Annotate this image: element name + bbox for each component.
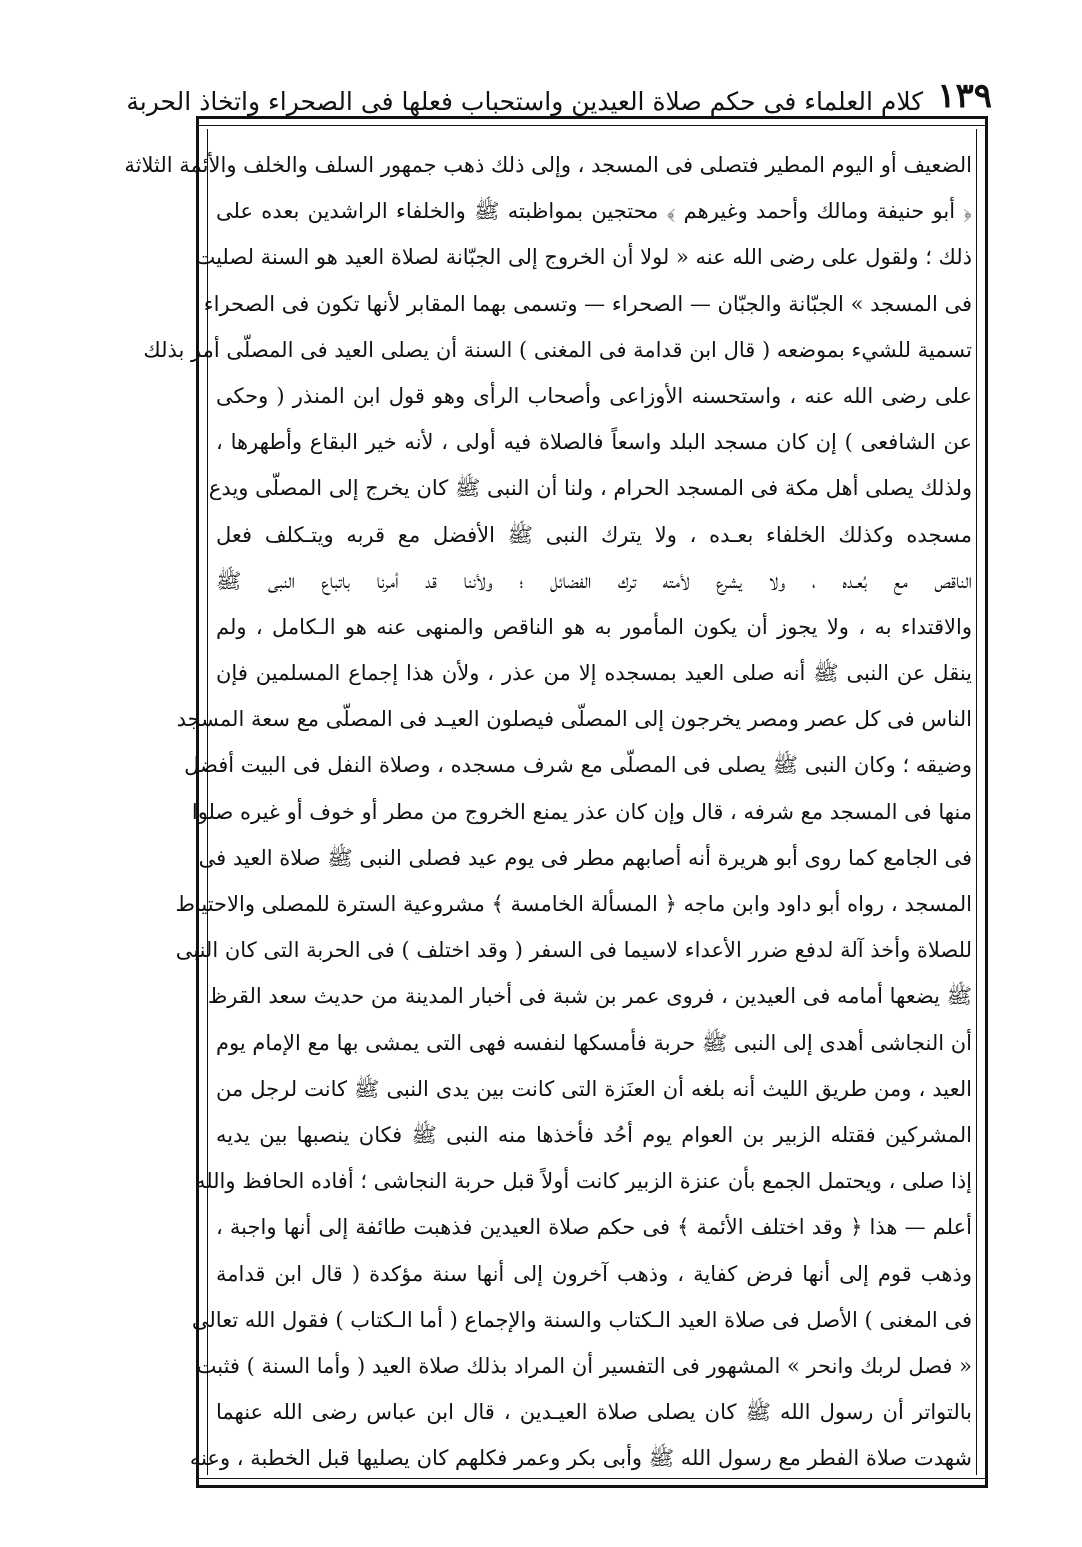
text-line: ولذلك يصلى أهل مكة فى المسجد الحرام ، ولنا أن النبى ﷺ كان يخرج إلى المصلّى ويدع — [208, 476, 972, 501]
text-line: وضيقه ؛ وكان النبى ﷺ يصلى فى المصلّى مع شرف مسجده ، وصلاة النفل فى البيت أفضل — [184, 753, 972, 778]
text-line: على رضى الله عنه ، واستحسنه الأوزاعى وأصحاب الرأى وهو قول ابن المنذر ( وحكى — [216, 383, 972, 408]
text-line: فى المسجد » الجبّانة والجبّان — الصحراء — وتسمى بهما المقابر لأنها تكون فى الصحراء — [203, 291, 972, 316]
text-line: الضعيف أو اليوم المطير فتصلى فى المسجد ، وإلى ذلك ذهب جمهور السلف والخلف والأئمة الثلاثة — [124, 153, 972, 177]
text-line: ﴿ أبو حنيفة ومالك وأحمد وغيرهم ﴾ محتجين بمواظبته ﷺ والخلفاء الراشدين بعده على — [216, 199, 972, 224]
page-header — [126, 60, 992, 116]
text-line: فى المغنى ) الأصل فى صلاة العيد الـكتاب والسنة والإجماع ( أما الـكتاب ) فقول الله تعالى — [191, 1307, 972, 1332]
text-line: والاقتداء به ، ولا يجوز أن يكون المأمور به هو الناقص والمنهى عنه هو الـكامل ، ولم — [216, 614, 972, 639]
text-line: بالتواتر أن رسول الله ﷺ كان يصلى صلاة العيـدين ، قال ابن عباس رضى الله عنهما — [216, 1400, 972, 1425]
text-line: شهدت صلاة الفطر مع رسول الله ﷺ وأبى بكر وعمر فكلهم كان يصليها قبل الخطبة ، وعنه — [189, 1446, 972, 1471]
text-line: الناس فى كل عصر ومصر يخرجون إلى المصلّى فيصلون العيـد فى المصلّى مع سعة المسجد — [176, 707, 972, 732]
text-line: ذلك ؛ ولقول على رضى الله عنه « لولا أن الخروج إلى الجبّانة لصلاة العيد هو السنة لصليت — [195, 245, 972, 270]
text-line: فى الجامع كما روى أبو هريرة أنه أصابهم مطر فى يوم عيد فصلى النبى ﷺ صلاة العيد فى — [198, 845, 972, 870]
text-line: أن النجاشى أهدى إلى النبى ﷺ حربة فأمسكها لنفسه فهى التى يمشى بها مع الإمام يوم — [215, 1030, 972, 1055]
text-line: إذا صلى ، ويحتمل الجمع بأن عنزة الزبير كانت أولاً قبل حربة النجاشى ؛ أفاده الحافظ والله — [194, 1169, 972, 1194]
text-line: للصلاة وأخذ آلة لدفع ضرر الأعداء لاسيما فى السفر ( وقد اختلف ) فى الحربة التى كان النبى — [175, 938, 972, 963]
text-line: وذهب قوم إلى أنها فرض كفاية ، وذهب آخرون إلى أنها سنة مؤكدة ( قال ابن قدامة — [216, 1261, 972, 1286]
text-line: منها فى المسجد مع شرفه ، قال وإن كان عذر يمنع الخروج من مطر أو خوف أو غيره صلوا — [191, 799, 972, 824]
text-line: مسجده وكذلك الخلفاء بعـده ، ولا يترك النبى ﷺ الأفضل مع قربه ويتـكلف فعل — [216, 522, 972, 547]
text-line: المسجد ، رواه أبو داود وابن ماجه ﴿ المسألة الخامسة ﴾ مشروعية السترة للمصلى والاحتياط — [175, 892, 972, 916]
text-line: « فصل لربك وانحر » المشهور فى التفسير أن المراد بذلك صلاة العيد ( وأما السنة ) فثبت — [196, 1353, 972, 1378]
text-line: تسمية للشيء بموضعه ( قال ابن قدامة فى المغنى ) السنة أن يصلى العيد فى المصلّى أمر بذلك — [143, 337, 972, 362]
body-text — [124, 142, 972, 1481]
text-line: العيد ، ومن طريق الليث أنه بلغه أن العنَزة التى كانت بين يدى النبى ﷺ كانت لرجل من — [216, 1076, 972, 1101]
text-line: أعلم — هذا ﴿ وقد اختلف الأئمة ﴾ فى حكم صلاة العيدين فذهبت طائفة إلى أنها واجبة ، — [216, 1215, 972, 1240]
text-line: الناقص مع بُعـده ، ولا يشرع لأمته ترك الفضائل ؛ ولأننا قد أمرنا باتباع النبى ﷺ — [216, 568, 972, 593]
text-line: ينقل عن النبى ﷺ أنه صلى العيد بمسجده إلا من عذر ، ولأن هذا إجماع المسلمين فإن — [216, 661, 972, 686]
text-line: عن الشافعى ) إن كان مسجد البلد واسعاً فالصلاة فيه أولى ، لأنه خير البقاع وأطهرها ، — [216, 430, 972, 455]
text-line: المشركين فقتله الزبير بن العوام يوم أحُد فأخذها منه النبى ﷺ فكان ينصبها بين يديه — [216, 1122, 972, 1147]
text-line: ﷺ يضعها أمامه فى العيدين ، فروى عمر بن شبة فى أخبار المدينة من حديث سعد القرظ — [207, 984, 972, 1009]
running-title: كلام العلماء فى حكم صلاة العيدين واستحباب فعلها فى الصحراء واتخاذ الحربة — [126, 87, 924, 116]
border-inner-top-rule — [199, 125, 985, 126]
page-number: ١٣٩ — [937, 76, 992, 116]
